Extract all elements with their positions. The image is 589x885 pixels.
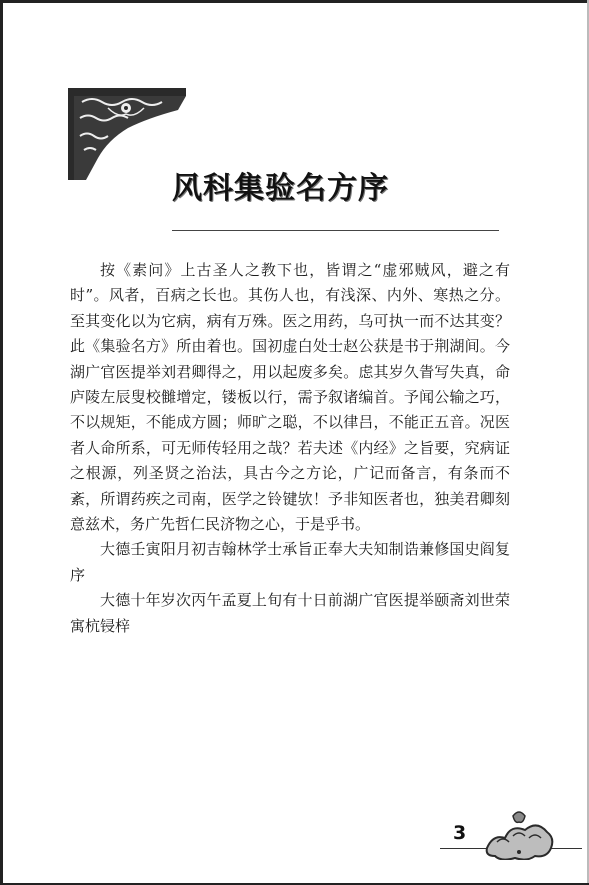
page-border-top bbox=[0, 0, 589, 3]
preface-body bbox=[70, 258, 510, 639]
preface-signature: 大德壬寅阳月初吉翰林学士承旨正奉大夫知制诰兼修国史阎复序 bbox=[70, 540, 510, 584]
cloud-ornament-icon bbox=[68, 88, 186, 180]
page-title: 风科集验名方序 bbox=[172, 171, 389, 206]
page-border-left bbox=[0, 0, 3, 885]
cloud-ornament-footer-icon bbox=[483, 808, 555, 860]
title-underline bbox=[172, 230, 499, 231]
preface-paragraph: 按《素问》上古圣人之教下也，皆谓之“虚邪贼风，避之有时”。风者，百病之长也。其伤人也，有浅深、内外、寒热之分。至其变化以为它病，病有万殊。医之用药，乌可执一而不达其变？此《集验名方》所由着也。国初虚白处士赵公获是书于荆湖间。今湖广官医提举刘君卿得之，用以起废多矣。虑其岁久眚写失真，命庐陵左辰叟校雠增定，镂板以行，需予叙诸编首。予闻公输之巧，不以规矩，不能成方圆；师旷之聪，不以律吕，不能正五音。况医者人命所系，可无师传轻用之哉？若夫述《内经》之旨要，究病证之根源，列圣贤之治法，具古今之方论，广记而备言，有条而不紊，所谓药疾之司南，医学之铃键欤！予非知医者也，独美君卿刻意兹术，务广先哲仁民济物之心，于是乎书。 bbox=[70, 261, 510, 534]
engraving-colophon: 大德十年岁次丙午孟夏上旬有十日前湖广官医提举颐斋刘世荣寓杭锓梓 bbox=[70, 591, 510, 635]
page-number: 3 bbox=[453, 822, 467, 844]
